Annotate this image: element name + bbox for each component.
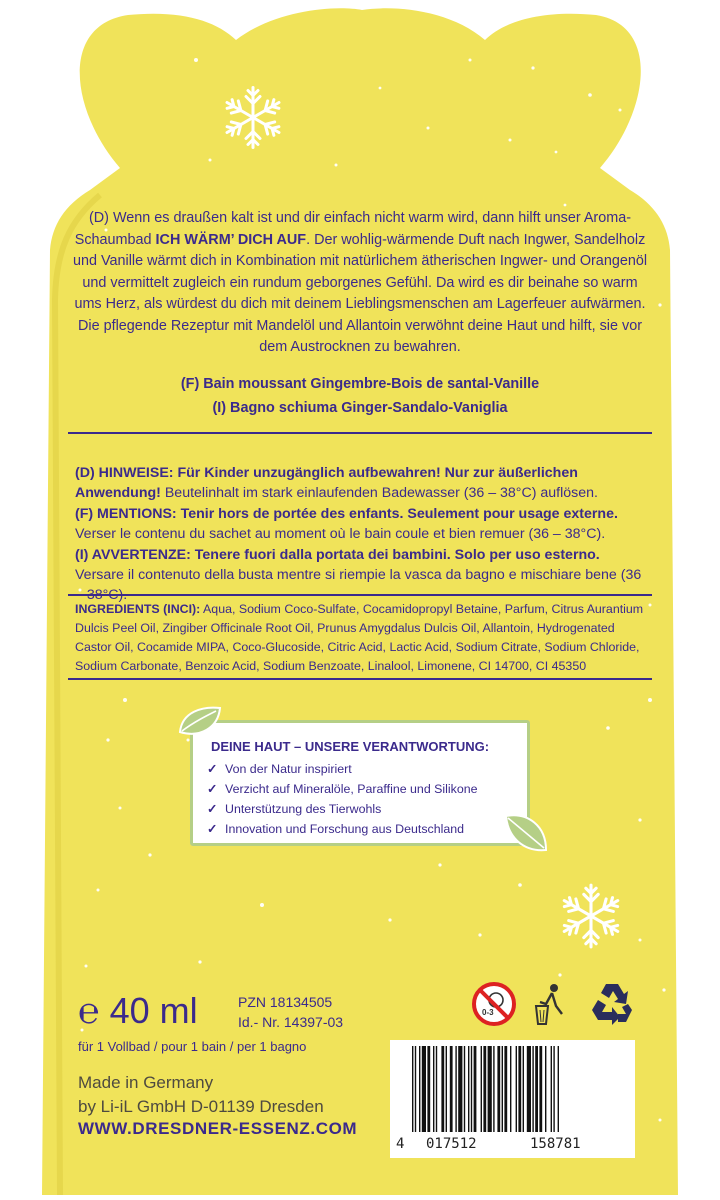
warning-de-text: Beutelinhalt im stark einlaufenden Badewasser (36 – 38°C) auflösen. [160, 485, 598, 502]
barcode-bar [488, 1046, 492, 1132]
product-title-fr: (F) Bain moussant Gingembre-Bois de santal-Vanille [180, 376, 540, 392]
description-text-2: . Der wohlig-wärmende Duft nach Ingwer, Sandelholz und Vanille wärmt dich in Kombination mit natürlichem ätherischen Ingwer- und Orangenöl und vermittelt zugleich ein rundum geborgenes Gefühl. Da wird es dir beinahe so warm ums Herz, als würdest du dich mit deinem Lieblingsmenschen am Lagerfeuer aufwärmen. Die pflegende Rezeptur mit Mandelöl und Allantoin verwöhnt deine Haut und hilft, sie vor dem Austrocknen zu bewahren. [72, 231, 648, 355]
barcode-bar [419, 1046, 420, 1132]
website: WWW.DRESDNER-ESSENZ.COM [78, 1119, 358, 1138]
portion-info: für 1 Vollbad / pour 1 bain / per 1 bagno [78, 1039, 307, 1054]
care-item-label: Verzicht auf Mineralöle, Paraffine und Silikone [225, 782, 478, 796]
warning-fr-heading: (F) MENTIONS: Tenir hors de portée des enfants. Seulement pour usage externe. [75, 505, 618, 522]
barcode-bar [441, 1046, 444, 1132]
barcode-bar [474, 1046, 477, 1132]
barcode-bar [539, 1046, 542, 1132]
barcode-bar [510, 1046, 511, 1132]
barcode-bar [545, 1046, 546, 1132]
product-codes [238, 992, 343, 1032]
barcode-bar [422, 1046, 426, 1132]
barcode-bar [502, 1046, 503, 1132]
checkmark-icon: ✓ [207, 802, 218, 816]
company-address: by Li-iL GmbH D-01139 Dresden [78, 1097, 324, 1116]
divider [68, 432, 652, 434]
barcode-bar [551, 1046, 552, 1132]
barcode-digit-group: 4 [396, 1136, 405, 1152]
leaf-icon [176, 702, 226, 742]
description-text-1: (D) Wenn es draußen kalt ist und dir einfach nicht warm wird, dann hilft unser Aroma-Schaumbad [74, 210, 632, 248]
symbols-row [470, 980, 640, 1030]
barcode-bar [518, 1046, 521, 1132]
ingredients-label: INGREDIENTS (INCI): [75, 602, 201, 616]
list-item [207, 761, 352, 776]
barcode-bar [455, 1046, 456, 1132]
barcode-bar [450, 1046, 453, 1132]
barcode-bar [427, 1046, 430, 1132]
barcode-bar [458, 1046, 462, 1132]
barcode-bar [471, 1046, 472, 1132]
warning-fr [75, 504, 650, 545]
made-in: Made in Germany [78, 1073, 214, 1092]
manufacturer-info [78, 1071, 324, 1119]
product-description [70, 208, 650, 359]
warning-fr-text: Verser le contenu du sachet au moment où le bain coule et bien remuer (36 – 38°C). [75, 526, 606, 543]
barcode-bar [433, 1046, 434, 1132]
barcode-bar [483, 1046, 486, 1132]
checkmark-icon: ✓ [207, 762, 218, 776]
pzn-code: PZN 18134505 [238, 994, 333, 1010]
recycle-icon [588, 980, 636, 1026]
checkmark-icon: ✓ [207, 782, 218, 796]
list-item [207, 781, 478, 796]
barcode-bar [464, 1046, 465, 1132]
barcode-bar [481, 1046, 482, 1132]
snowflake-icon [218, 80, 288, 155]
barcode-bar [558, 1046, 559, 1132]
care-item-label: Von der Natur inspiriert [225, 762, 352, 776]
barcode-bar [504, 1046, 507, 1132]
barcode-bar [468, 1046, 469, 1132]
care-item-label: Innovation und Forschung aus Deutschland [225, 822, 465, 836]
care-title: DEINE HAUT – UNSERE VERANTWORTUNG: [211, 739, 490, 754]
barcode-bar [412, 1046, 413, 1132]
estimated-sign-icon: ℮ [78, 990, 100, 1031]
leaf-icon [500, 808, 552, 858]
no-child-icon [470, 980, 518, 1028]
barcode-bar [497, 1046, 500, 1132]
barcode-bar [493, 1046, 494, 1132]
warning-de [75, 463, 650, 504]
warning-it [75, 545, 650, 606]
list-item [207, 821, 464, 836]
product-name: ICH WÄRM’ DICH AUF [155, 231, 307, 248]
barcode-digit-group: 158781 [530, 1136, 581, 1152]
list-item [207, 801, 381, 816]
barcode-bar [532, 1046, 533, 1132]
no-child-label: 0-3 [482, 1008, 494, 1017]
checkmark-icon: ✓ [207, 822, 218, 836]
barcode-bar [553, 1046, 554, 1132]
barcode-bar [446, 1046, 447, 1132]
product-title-it: (I) Bagno schiuma Ginger-Sandalo-Vaniglia [212, 400, 508, 416]
warning-it-text: Versare il contenuto della busta mentre si riempie la vasca da bagno e mischiare bene (36 [75, 567, 642, 584]
volume-value: 40 ml [109, 990, 198, 1031]
barcode-digit-group: 017512 [426, 1136, 477, 1152]
barcode [390, 1040, 635, 1158]
id-number: Id.- Nr. 14397-03 [238, 1014, 344, 1030]
warning-it-heading: (I) AVVERTENZE: Tenere fuori dalla portata dei bambini. Solo per uso esterno. [75, 546, 600, 563]
ingredients-list [75, 600, 650, 676]
warning-de-heading: (D) HINWEISE: Für Kinder unzugänglich aufbewahren! Nur zur äußerlichen Anwendung! [75, 465, 578, 502]
barcode-icon [390, 1040, 635, 1136]
divider [68, 678, 652, 680]
care-promise-box [190, 720, 530, 846]
barcode-bar [523, 1046, 524, 1132]
snowflake-icon [555, 880, 627, 952]
barcode-bar [535, 1046, 538, 1132]
tidyman-icon [532, 982, 568, 1026]
ingredients-text: Aqua, Sodium Coco-Sulfate, Cocamidopropyl Betaine, Parfum, Citrus Aurantium Dulcis Peel Oil, Zingiber Officinale Root Oil, Prunus Amygdalus Dulcis Oil, Allantoin, Hydrogenated Castor Oil, Cocamide MIPA, Coco-Glucoside, Citric Acid, Lactic Acid, Sodium Citrate, Sodium Chloride, Sodium Carbonate, Benzoic Acid, Sodium Benzoate, Linalool, Limonene, CI 14700, CI 45350 [75, 602, 644, 673]
care-item-label: Unterstützung des Tierwohls [225, 802, 382, 816]
divider [68, 594, 652, 596]
barcode-bar [516, 1046, 517, 1132]
barcode-bar [436, 1046, 437, 1132]
barcode-bar [527, 1046, 531, 1132]
net-volume [78, 990, 198, 1032]
barcode-bar [415, 1046, 416, 1132]
warnings-block [75, 463, 650, 606]
